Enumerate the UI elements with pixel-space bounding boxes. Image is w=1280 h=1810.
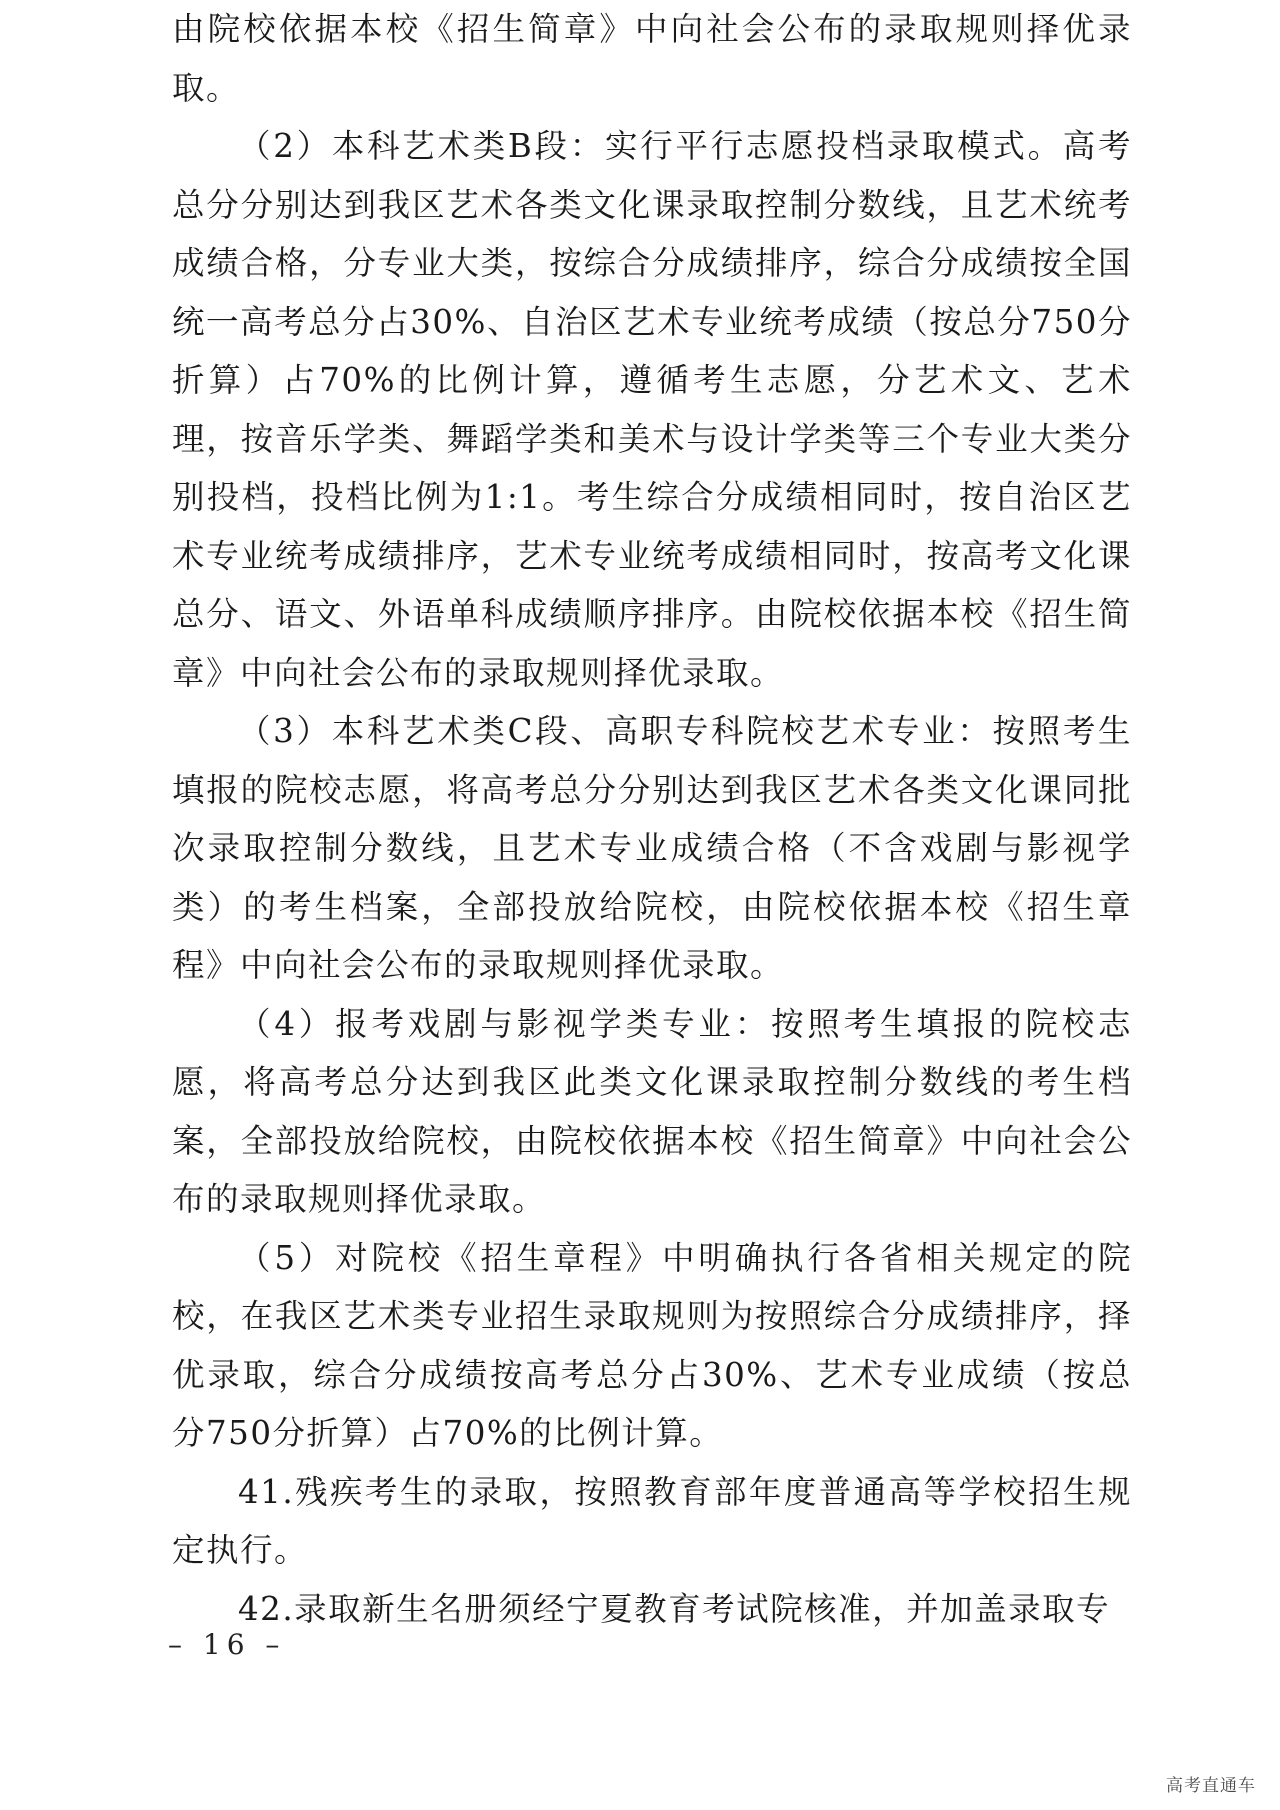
page-number: – 16 – xyxy=(168,1628,286,1661)
paragraph-item-4: （4）报考戏剧与影视学类专业：按照考生填报的院校志愿，将高考总分达到我区此类文化课录取控制分数线的考生档案，全部投放给院校，由院校依据本校《招生简章》中向社会公布的录取规则择优录取。 xyxy=(172,1004,1132,1218)
paragraph-item-2: （2）本科艺术类B段：实行平行志愿投档录取模式。高考总分分别达到我区艺术各类文化课录取控制分数线，且艺术统考成绩合格，分专业大类，按综合分成绩排序，综合分成绩按全国统一高考总分占30%、自治区艺术专业统考成绩（按总分750分折算）占70%的比例计算，遵循考生志愿，分艺术文、艺术理，按音乐学类、舞蹈学类和美术与设计学类等三个专业大类分别投档，投档比例为1:1。考生综合分成绩相同时，按自治区艺术专业统考成绩排序，艺术专业统考成绩相同时，按高考文化课总分、语文、外语单科成绩顺序排序。由院校依据本校《招生简章》中向社会公布的录取规则择优录取。 xyxy=(172,127,1132,692)
paragraph-item-3: （3）本科艺术类C段、高职专科院校艺术专业：按照考生填报的院校志愿，将高考总分分别达到我区艺术各类文化课同批次录取控制分数线，且艺术专业成绩合格（不含戏剧与影视学类）的考生档案，全部投放给院校，由院校依据本校《招生章程》中向社会公布的录取规则择优录取。 xyxy=(172,712,1132,984)
paragraph-article-42: 42.录取新生名册须经宁夏教育考试院核准，并加盖录取专 xyxy=(238,1589,1111,1628)
watermark: 高考直通车 xyxy=(1166,1776,1256,1796)
body-text xyxy=(172,0,1132,1638)
paragraph-continuation: 由院校依据本校《招生简章》中向社会公布的录取规则择优录取。 xyxy=(172,10,1132,107)
paragraph-article-41: 41.残疾考生的录取，按照教育部年度普通高等学校招生规定执行。 xyxy=(172,1472,1132,1569)
paragraph-item-5: （5）对院校《招生章程》中明确执行各省相关规定的院校，在我区艺术类专业招生录取规则为按照综合分成绩排序，择优录取，综合分成绩按高考总分占30%、艺术专业成绩（按总分750分折算）占70%的比例计算。 xyxy=(172,1238,1132,1452)
